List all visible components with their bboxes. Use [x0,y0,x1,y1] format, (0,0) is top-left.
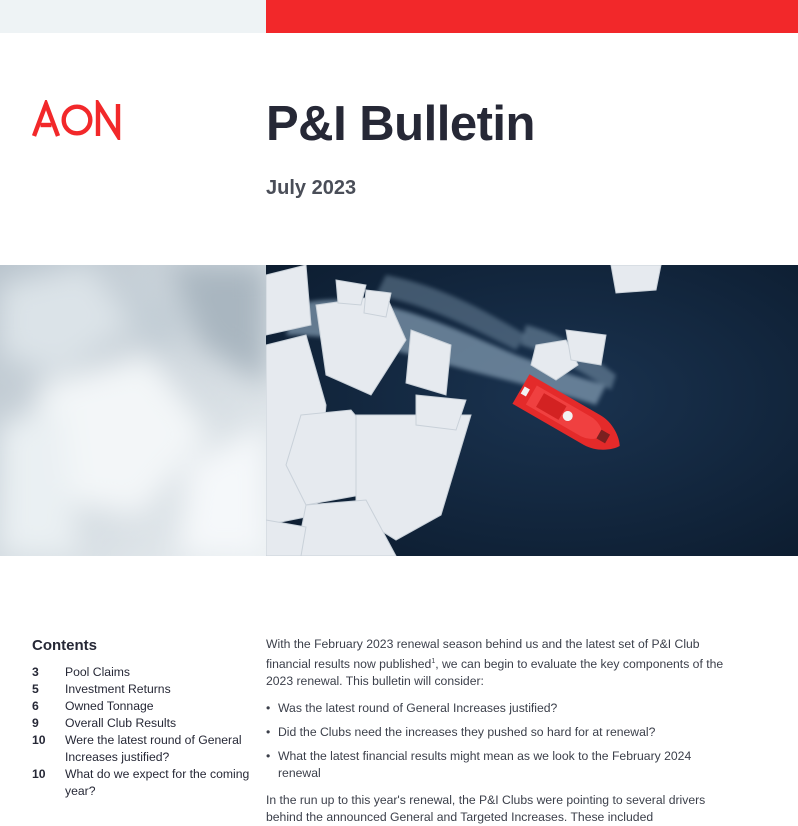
toc-item[interactable] [32,732,252,766]
aon-logo [32,100,124,140]
toc-item[interactable] [32,698,252,715]
table-of-contents [32,664,252,800]
intro-text [266,636,736,826]
list-item: • What the latest financial results might mean as we look to the February 2024 renewal [266,748,736,782]
intro-paragraph [266,636,736,690]
toc-item[interactable] [32,681,252,698]
considerations-list [266,700,736,782]
contents-heading: Contents [32,637,97,654]
toc-label: Were the latest round of General Increases justified? [65,733,242,764]
toc-page-number: 3 [32,665,39,679]
footnote-marker[interactable]: 1 [431,658,436,665]
toc-page-number: 10 [32,733,46,747]
toc-label: Investment Returns [65,682,171,696]
toc-page-number: 5 [32,682,39,696]
page-title: P&I Bulletin [266,97,535,151]
toc-page-number: 10 [32,767,46,781]
toc-item[interactable] [32,715,252,732]
intro-paragraph-end: , we can begin to evaluate the key components of the 2023 renewal. This bulletin will consider: [266,657,724,689]
hero-image-blurred [0,265,266,556]
publication-date: July 2023 [266,177,357,199]
list-item: • Was the latest round of General Increases justified? [266,700,736,717]
header-band-accent [266,0,798,33]
list-item: • Did the Clubs need the increases they pushed so hard for at renewal? [266,724,736,741]
intro-paragraph-start: With the February 2023 renewal season behind us and the latest set of P&I Club financial results now published [266,637,700,672]
header-band-left [0,0,266,33]
toc-label: Pool Claims [65,665,131,679]
toc-page-number: 6 [32,699,39,713]
toc-item[interactable] [32,766,252,800]
toc-label: Overall Club Results [65,716,177,730]
toc-label: What do we expect for the coming year? [65,767,250,798]
toc-label: Owned Tonnage [65,699,154,713]
toc-page-number: 9 [32,716,39,730]
hero-image-icebreaker [266,265,798,556]
toc-item[interactable] [32,664,252,681]
drivers-paragraph: In the run up to this year's renewal, the P&I Clubs were pointing to several drivers behind the announced General and Targeted Increases. These included [266,793,706,825]
